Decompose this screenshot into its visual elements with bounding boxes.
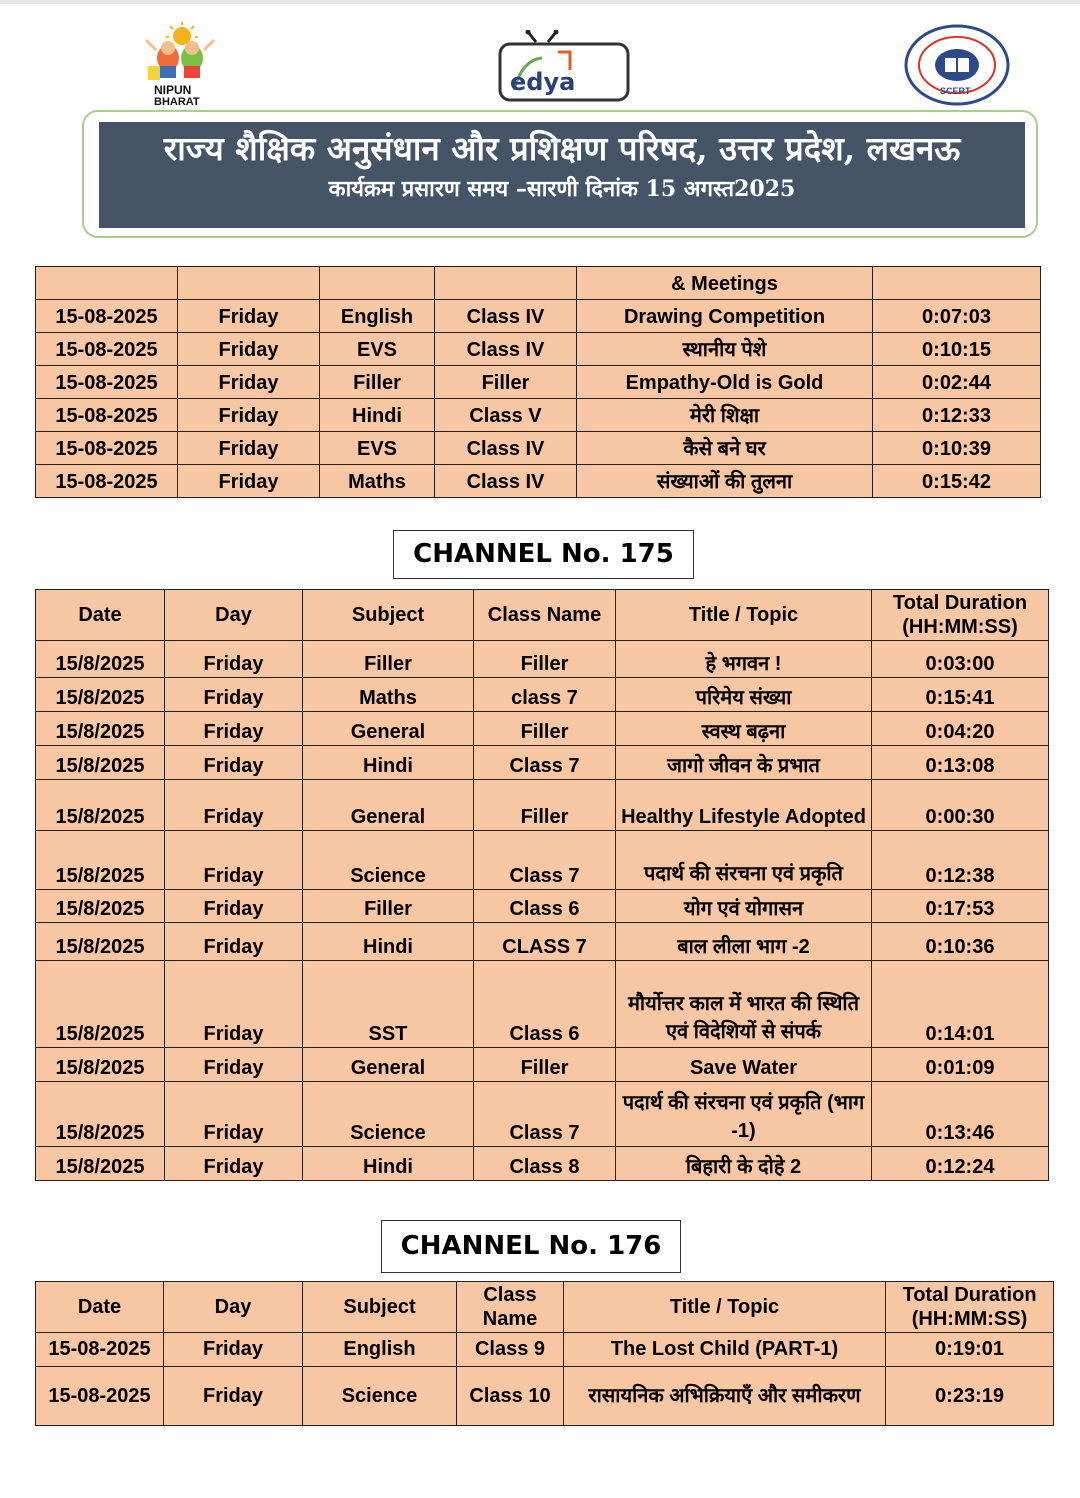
duration-cell: 0:04:20 [872,712,1049,746]
date-cell: 15/8/2025 [36,678,165,712]
table-row [36,300,1041,333]
day-cell: Friday [165,831,303,890]
duration-cell [873,267,1041,300]
subject-cell: EVS [320,432,435,465]
duration-cell: 0:01:09 [872,1048,1049,1082]
subject-cell: Maths [320,465,435,498]
subject-cell [320,267,435,300]
subject-cell: Maths [303,678,474,712]
title-cell: रासायनिक अभिक्रियाएँ और समीकरण [564,1367,886,1426]
class-cell: Class IV [435,465,577,498]
header-total-duration: Total Duration (HH:MM:SS) [886,1282,1054,1333]
day-cell: Friday [165,923,303,961]
table-row [36,712,1049,746]
class-cell: Class IV [435,432,577,465]
duration-cell: 0:17:53 [872,890,1049,923]
subject-cell: General [303,1048,474,1082]
class-cell: Filler [474,1048,616,1082]
title-cell: कैसे बने घर [577,432,873,465]
subject-cell: Science [303,1082,474,1147]
top-border [0,0,1080,4]
date-cell: 15/8/2025 [36,780,165,831]
channel-176-table [35,1281,1054,1426]
page-subtitle: कार्यक्रम प्रसारण समय –सारणी दिनांक 15 अगस्त2025 [328,176,796,202]
channel-175-table [35,589,1049,1181]
duration-cell: 0:13:08 [872,746,1049,780]
svg-text:edya: edya [510,68,576,96]
header-day: Day [164,1282,303,1333]
header-subject: Subject [303,590,474,641]
duration-cell: 0:12:33 [873,399,1041,432]
day-cell: Friday [178,465,320,498]
subject-cell: Hindi [303,1147,474,1181]
date-cell: 15-08-2025 [36,399,178,432]
subject-cell: Filler [303,641,474,678]
day-cell: Friday [165,1147,303,1181]
svg-text:SCERT: SCERT [940,86,971,96]
day-cell: Friday [178,300,320,333]
subject-cell: English [303,1333,457,1367]
subject-cell: General [303,712,474,746]
subject-cell: EVS [320,333,435,366]
subject-cell: Science [303,831,474,890]
subject-cell: Hindi [320,399,435,432]
day-cell: Friday [165,1048,303,1082]
table-row [36,678,1049,712]
title-cell: मौर्योत्तर काल में भारत की स्थिति एवं विदेशियों से संपर्क [616,961,872,1048]
title-cell: पदार्थ की संरचना एवं प्रकृति [616,831,872,890]
title-cell: Drawing Competition [577,300,873,333]
date-cell: 15/8/2025 [36,712,165,746]
table-row [36,432,1041,465]
class-cell: Class IV [435,300,577,333]
table-row [36,1367,1054,1426]
class-cell: Filler [435,366,577,399]
table-row [36,961,1049,1048]
date-cell: 15/8/2025 [36,923,165,961]
duration-cell: 0:10:39 [873,432,1041,465]
duration-cell: 0:10:15 [873,333,1041,366]
duration-cell: 0:02:44 [873,366,1041,399]
class-cell: Filler [474,780,616,831]
date-cell: 15/8/2025 [36,961,165,1048]
day-cell: Friday [178,366,320,399]
class-cell: Class 10 [457,1367,564,1426]
header-subject: Subject [303,1282,457,1333]
date-cell: 15-08-2025 [36,432,178,465]
ediksha-logo [498,30,630,104]
date-cell: 15-08-2025 [36,300,178,333]
duration-cell: 0:13:46 [872,1082,1049,1147]
day-cell: Friday [165,961,303,1048]
svg-text:BHARAT: BHARAT [154,96,200,106]
table-row [36,831,1049,890]
class-cell: Filler [474,641,616,678]
day-cell: Friday [178,432,320,465]
day-cell: Friday [178,399,320,432]
table-row [36,1147,1049,1181]
day-cell: Friday [165,641,303,678]
day-cell [178,267,320,300]
table-row [36,465,1041,498]
svg-text:NIPUN: NIPUN [154,83,192,97]
header-banner [99,122,1025,228]
subject-cell: English [320,300,435,333]
duration-cell: 0:03:00 [872,641,1049,678]
class-cell: class 7 [474,678,616,712]
table-row [36,1048,1049,1082]
header-day: Day [165,590,303,641]
nipun-bharat-logo [126,20,234,106]
class-cell: Class V [435,399,577,432]
duration-cell: 0:23:19 [886,1367,1054,1426]
table-row [36,267,1041,300]
title-cell: स्थानीय पेशे [577,333,873,366]
date-cell: 15-08-2025 [36,333,178,366]
class-cell: Class IV [435,333,577,366]
day-cell: Friday [178,333,320,366]
title-cell: & Meetings [577,267,873,300]
header-date: Date [36,1282,164,1333]
table-row [36,890,1049,923]
subject-cell: Hindi [303,923,474,961]
class-cell [435,267,577,300]
day-cell: Friday [165,712,303,746]
day-cell: Friday [165,746,303,780]
table-row [36,333,1041,366]
date-cell: 15/8/2025 [36,831,165,890]
date-cell: 15/8/2025 [36,1048,165,1082]
class-cell: Class 7 [474,831,616,890]
header-title-topic: Title / Topic [616,590,872,641]
duration-cell: 0:00:30 [872,780,1049,831]
title-cell: Healthy Lifestyle Adopted [616,780,872,831]
channel-176-heading: CHANNEL No. 176 [381,1220,681,1273]
table-row [36,1333,1054,1367]
date-cell: 15-08-2025 [36,465,178,498]
date-cell: 15/8/2025 [36,890,165,923]
table-row [36,641,1049,678]
class-cell: Class 8 [474,1147,616,1181]
day-cell: Friday [165,890,303,923]
class-cell: CLASS 7 [474,923,616,961]
date-cell: 15-08-2025 [36,1367,164,1426]
scert-logo [904,24,1010,106]
title-cell: जागो जीवन के प्रभात [616,746,872,780]
class-cell: Class 9 [457,1333,564,1367]
class-cell: Class 7 [474,1082,616,1147]
subject-cell: Science [303,1367,457,1426]
title-cell: बाल लीला भाग -2 [616,923,872,961]
title-cell: The Lost Child (PART-1) [564,1333,886,1367]
table-row [36,780,1049,831]
subject-cell: SST [303,961,474,1048]
subject-cell: General [303,780,474,831]
table-header-row [36,1282,1054,1333]
day-cell: Friday [164,1333,303,1367]
date-cell: 15-08-2025 [36,366,178,399]
date-cell [36,267,178,300]
subject-cell: Filler [320,366,435,399]
duration-cell: 0:19:01 [886,1333,1054,1367]
class-cell: Class 7 [474,746,616,780]
header-date: Date [36,590,165,641]
channel-175-heading: CHANNEL No. 175 [393,530,694,579]
header-class-name: Class Name [457,1282,564,1333]
subject-cell: Hindi [303,746,474,780]
duration-cell: 0:07:03 [873,300,1041,333]
day-cell: Friday [165,780,303,831]
table-header-row [36,590,1049,641]
table-row [36,923,1049,961]
title-cell: हे भगवन ! [616,641,872,678]
title-cell: संख्याओं की तुलना [577,465,873,498]
date-cell: 15-08-2025 [36,1333,164,1367]
header-class-name: Class Name [474,590,616,641]
table-row [36,399,1041,432]
date-cell: 15/8/2025 [36,1147,165,1181]
header-title-topic: Title / Topic [564,1282,886,1333]
title-cell: मेरी शिक्षा [577,399,873,432]
date-cell: 15/8/2025 [36,1082,165,1147]
duration-cell: 0:10:36 [872,923,1049,961]
subject-cell: Filler [303,890,474,923]
table-row [36,1082,1049,1147]
date-cell: 15/8/2025 [36,641,165,678]
duration-cell: 0:15:42 [873,465,1041,498]
title-cell: स्वस्थ बढ़ना [616,712,872,746]
title-cell: बिहारी के दोहे 2 [616,1147,872,1181]
day-cell: Friday [164,1367,303,1426]
schedule-table-continued [35,266,1041,498]
day-cell: Friday [165,678,303,712]
class-cell: Class 6 [474,890,616,923]
title-cell: पदार्थ की संरचना एवं प्रकृति (भाग -1) [616,1082,872,1147]
table-row [36,366,1041,399]
table-row [36,746,1049,780]
header-total-duration: Total Duration (HH:MM:SS) [872,590,1049,641]
duration-cell: 0:14:01 [872,961,1049,1048]
title-cell: Save Water [616,1048,872,1082]
day-cell: Friday [165,1082,303,1147]
title-cell: परिमेय संख्या [616,678,872,712]
page-title: राज्य शैक्षिक अनुसंधान और प्रशिक्षण परिषद, उत्तर प्रदेश, लखनऊ [163,129,961,168]
class-cell: Class 6 [474,961,616,1048]
duration-cell: 0:15:41 [872,678,1049,712]
date-cell: 15/8/2025 [36,746,165,780]
duration-cell: 0:12:38 [872,831,1049,890]
class-cell: Filler [474,712,616,746]
title-cell: योग एवं योगासन [616,890,872,923]
duration-cell: 0:12:24 [872,1147,1049,1181]
title-cell: Empathy-Old is Gold [577,366,873,399]
